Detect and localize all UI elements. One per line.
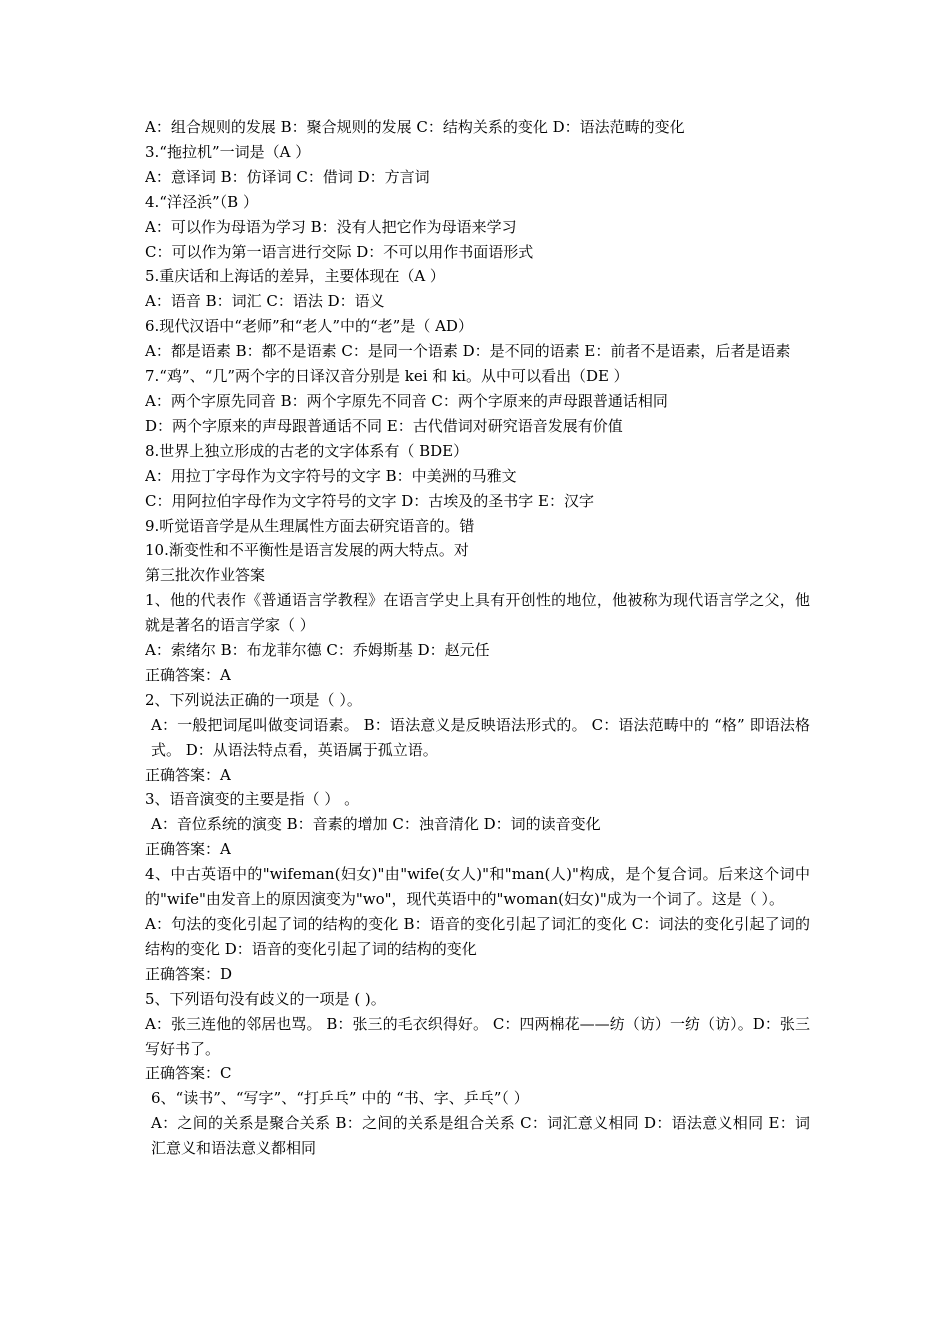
text-line: 3.“拖拉机”一词是（A ）	[145, 142, 311, 161]
text-line: 1、他的代表作《普通语言学教程》在语言学史上具有开创性的地位，他被称为现代语言学之父，他就是著名的语言学家（ ）	[145, 591, 810, 635]
text-line: A：张三连他的邻居也骂。 B：张三的毛衣织得好。 C：四两棉花——纺（访）一纺（访）。D：张三写好书了。	[145, 1014, 810, 1058]
text-line: A：句法的变化引起了词的结构的变化 B：语音的变化引起了词汇的变化 C：词法的变化引起了词的结构的变化 D：语音的变化引起了词的结构的变化	[145, 915, 810, 958]
text-line: 4.“洋泾浜”（B ）	[145, 192, 258, 211]
text-line: A：意译词 B：仿译词 C：借词 D：方言词	[145, 167, 430, 186]
text-line: 正确答案：C	[145, 1064, 232, 1083]
text-line: 正确答案：A	[145, 840, 231, 859]
text-line: 正确答案：A	[145, 765, 231, 784]
text-line: 6、“读书”、“写字”、“打乒乓” 中的 “书、字、乒乓”（ ）	[151, 1089, 529, 1108]
text-line: 6.现代汉语中“老师”和“老人”中的“老”是（ AD）	[145, 317, 473, 336]
text-line: 7.“鸡”、“几”两个字的日译汉音分别是 kei 和 ki。从中可以看出（DE ）	[145, 367, 629, 386]
text-line: 5.重庆话和上海话的差异，主要体现在（A ）	[145, 267, 445, 286]
text-line: 3、语音演变的主要是指（ ） 。	[145, 790, 360, 809]
text-line: C：可以作为第一语言进行交际 D：不可以用作书面语形式	[145, 242, 534, 261]
text-line: 正确答案：A	[145, 665, 231, 684]
text-line: 第三批次作业答案	[145, 566, 266, 585]
text-line: 8.世界上独立形成的古老的文字体系有（ BDE）	[145, 441, 469, 460]
text-line: C：用阿拉伯字母作为文字符号的文字 D：古埃及的圣书字 E：汉字	[145, 491, 594, 510]
text-line: A：组合规则的发展 B：聚合规则的发展 C：结构关系的变化 D：语法范畴的变化	[145, 118, 685, 136]
text-line: A：可以作为母语为学习 B：没有人把它作为母语来学习	[145, 217, 517, 236]
text-line: A：都是语素 B：都不是语素 C：是同一个语素 D：是不同的语素 E：前者不是语素，后者是语素	[145, 342, 791, 361]
text-line: 正确答案：D	[145, 964, 233, 983]
text-line: 2、下列说法正确的一项是（ ）。	[145, 690, 362, 709]
text-line: A：一般把词尾叫做变词语素。 B：语法意义是反映语法形式的。 C：语法范畴中的 “格” 即语法格式。 D：从语法特点看，英语属于孤立语。	[151, 715, 810, 759]
text-line: A：索绪尔 B：布龙菲尔德 C：乔姆斯基 D：赵元任	[145, 641, 490, 660]
text-line: 5、下列语句没有歧义的一项是 ( )。	[145, 989, 386, 1008]
text-line: A：两个字原先同音 B：两个字原先不同音 C：两个字原来的声母跟普通话相同	[145, 391, 668, 410]
text-line: A：用拉丁字母作为文字符号的文字 B：中美洲的马雅文	[145, 466, 517, 485]
text-line: A：语音 B：词汇 C：语法 D：语义	[145, 292, 385, 311]
text-line: D：两个字原来的声母跟普通话不同 E：古代借词对研究语音发展有价值	[145, 416, 623, 435]
text-line: 10.渐变性和不平衡性是语言发展的两大特点。对	[145, 541, 469, 560]
text-line: A：之间的关系是聚合关系 B：之间的关系是组合关系 C：词汇意义相同 D：语法意义相同 E：词汇意义和语法意义都相同	[151, 1114, 810, 1158]
document-page	[145, 115, 810, 1161]
text-line: 4、中古英语中的"wifeman(妇女)"由"wife(女人)"和"man(人)"构成，是个复合词。后来这个词中的"wife"由发音上的原因演变为"wo"，现代英语中的"woman(妇女)"成为一个词了。这是（ ）。	[145, 865, 810, 909]
text-line: A：音位系统的演变 B：音素的增加 C：浊音清化 D：词的读音变化	[151, 815, 601, 834]
text-line: 9.听觉语音学是从生理属性方面去研究语音的。错	[145, 516, 475, 535]
